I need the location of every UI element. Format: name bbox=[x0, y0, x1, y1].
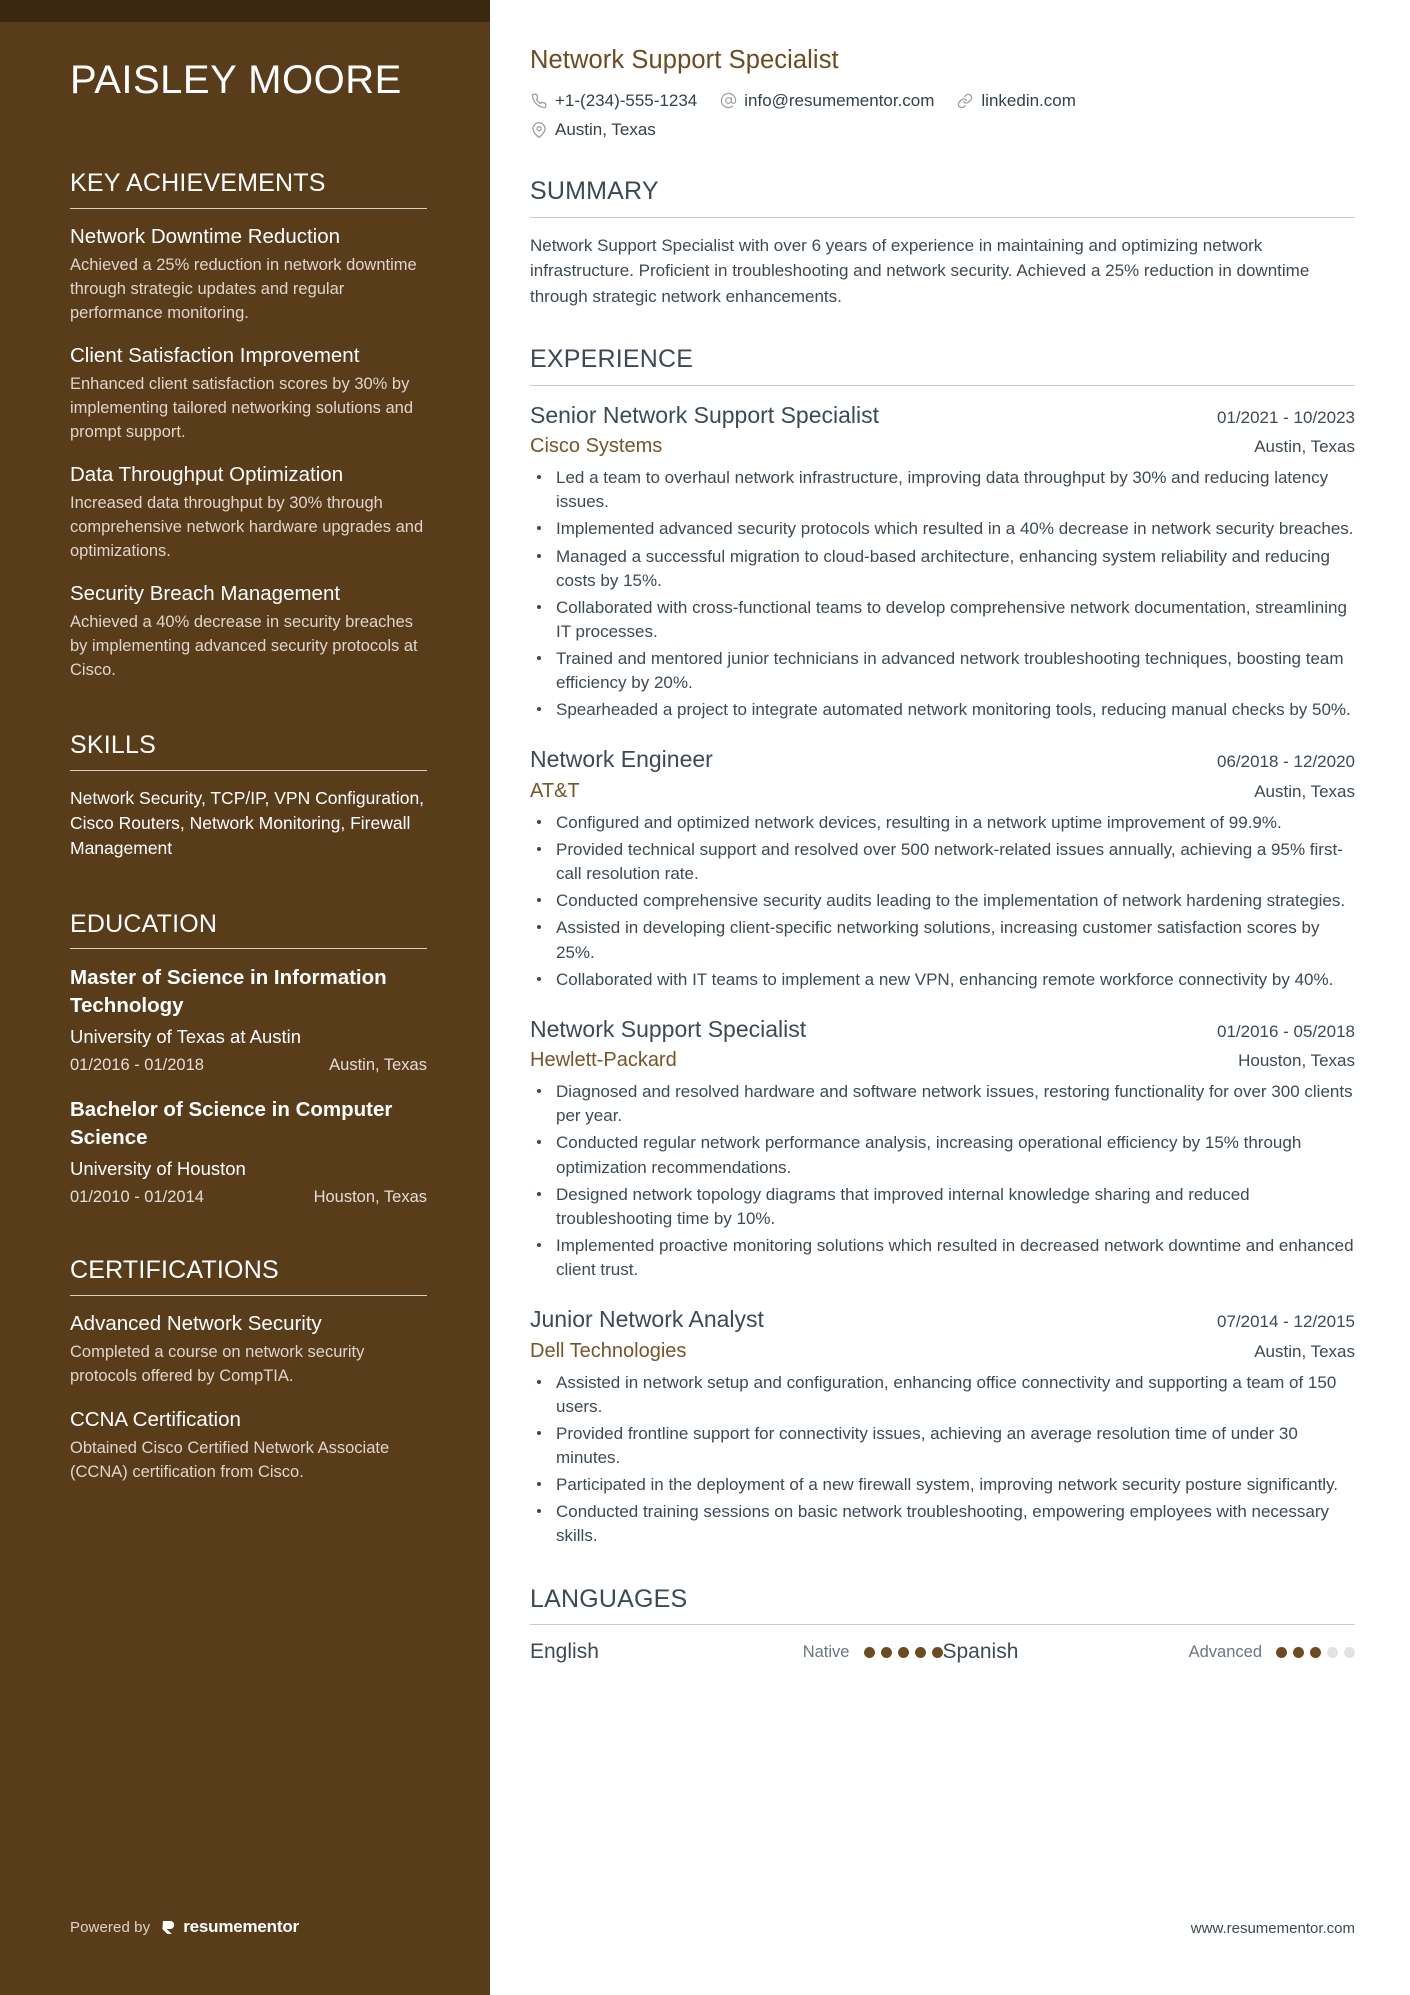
achievement-description: Achieved a 40% decrease in security breaches by implementing advanced security protocols at Cisco. bbox=[70, 612, 418, 679]
experience-dates: 06/2018 - 12/2020 bbox=[1216, 752, 1355, 772]
resumementor-wordmark: resumementor bbox=[183, 1917, 299, 1936]
bullet-item: Designed network topology diagrams that improved internal knowledge sharing and reduced troubleshooting time by 10%. bbox=[530, 1183, 1355, 1231]
sidebar-top-strip bbox=[0, 0, 490, 22]
experience-item bbox=[530, 1305, 1355, 1548]
link-icon bbox=[956, 92, 974, 110]
divider bbox=[530, 217, 1355, 218]
experience-subheader bbox=[530, 430, 1355, 459]
education-school: University of Texas at Austin bbox=[70, 1025, 302, 1047]
contact-email[interactable] bbox=[719, 90, 934, 112]
achievement-description: Achieved a 25% reduction in network downtime through strategic updates and regular performance monitoring. bbox=[70, 255, 417, 322]
section-heading-skills: SKILLS bbox=[70, 730, 156, 759]
experience-bullets bbox=[530, 466, 1355, 722]
map-pin-icon bbox=[530, 121, 548, 139]
achievement-title: Network Downtime Reduction bbox=[70, 224, 341, 248]
rating-dot bbox=[864, 1647, 875, 1658]
experience-role: Senior Network Support Specialist bbox=[530, 401, 879, 428]
experience-bullets bbox=[530, 1371, 1355, 1549]
contact-location bbox=[530, 119, 1190, 141]
experience-header bbox=[530, 401, 1355, 430]
education-meta bbox=[70, 1055, 427, 1076]
bullet-item: Spearheaded a project to integrate automated network monitoring tools, reducing manual checks by 50%. bbox=[530, 698, 1355, 722]
section-education bbox=[70, 910, 427, 1209]
rating-dot bbox=[932, 1647, 943, 1658]
section-heading-key-achievements: KEY ACHIEVEMENTS bbox=[70, 169, 326, 197]
experience-company: Dell Technologies bbox=[530, 1339, 687, 1362]
section-experience bbox=[530, 345, 1355, 1549]
divider bbox=[70, 948, 427, 949]
bullet-item: Conducted comprehensive security audits leading to the implementation of network hardening strategies. bbox=[530, 889, 1355, 913]
experience-bullets bbox=[530, 811, 1355, 992]
contact-email-text: info@resumementor.com bbox=[744, 90, 935, 110]
experience-company: Cisco Systems bbox=[530, 435, 663, 458]
section-certifications bbox=[70, 1256, 427, 1485]
experience-subheader bbox=[530, 1335, 1355, 1364]
sidebar-footer bbox=[70, 1917, 299, 1937]
bullet-item: Conducted regular network performance analysis, increasing operational efficiency by 15% through optimization recommendations. bbox=[530, 1131, 1355, 1179]
contact-row bbox=[530, 90, 1190, 141]
contact-link[interactable] bbox=[956, 90, 1076, 112]
summary-text: Network Support Specialist with over 6 years of experience in maintaining and optimizing network infrastructure. Proficient in troubleshooting and network security. Achieved a 25% reduction in downtime through strategic network enhancements. bbox=[530, 235, 1310, 306]
languages-row bbox=[530, 1640, 1355, 1664]
section-heading-languages: LANGUAGES bbox=[530, 1584, 688, 1613]
section-summary bbox=[530, 177, 1355, 309]
rating-dot bbox=[1327, 1647, 1338, 1658]
achievement-title: Data Throughput Optimization bbox=[70, 462, 344, 486]
education-school: University of Houston bbox=[70, 1157, 246, 1179]
achievement-description: Enhanced client satisfaction scores by 30% by implementing tailored networking solutions and prompt support. bbox=[70, 374, 414, 441]
section-heading-education: EDUCATION bbox=[70, 909, 218, 938]
divider bbox=[530, 1624, 1355, 1625]
bullet-item: Implemented proactive monitoring solutions which resulted in decreased network downtime and enhanced client trust. bbox=[530, 1234, 1355, 1282]
experience-location: Austin, Texas bbox=[1254, 437, 1355, 457]
bullet-item: Assisted in network setup and configuration, enhancing office connectivity and supporting a team of 150 users. bbox=[530, 1371, 1355, 1419]
bullet-item: Conducted training sessions on basic network troubleshooting, empowering employees with necessary skills. bbox=[530, 1500, 1355, 1548]
experience-header bbox=[530, 1015, 1355, 1044]
education-dates: 01/2016 - 01/2018 bbox=[70, 1055, 204, 1074]
language-item bbox=[943, 1640, 1356, 1664]
bullet-item: Collaborated with IT teams to implement a new VPN, enhancing remote workforce connectivity by 40%. bbox=[530, 968, 1355, 992]
bullet-item: Implemented advanced security protocols which resulted in a 40% decrease in network security breaches. bbox=[530, 517, 1355, 541]
resumementor-mark-icon bbox=[161, 1919, 178, 1936]
email-at-icon bbox=[719, 92, 737, 110]
rating-dot bbox=[1276, 1647, 1287, 1658]
section-heading-certifications: CERTIFICATIONS bbox=[70, 1256, 279, 1285]
sidebar bbox=[0, 0, 490, 1995]
rating-dot bbox=[1293, 1647, 1304, 1658]
contact-link-text: linkedin.com bbox=[981, 90, 1076, 110]
education-item bbox=[70, 1096, 427, 1208]
headline-job-title: Network Support Specialist bbox=[530, 46, 839, 74]
experience-subheader bbox=[530, 775, 1355, 804]
rating-dot bbox=[898, 1647, 909, 1658]
experience-dates: 07/2014 - 12/2015 bbox=[1216, 1312, 1355, 1332]
divider bbox=[70, 770, 427, 771]
language-item bbox=[530, 1640, 943, 1664]
powered-by-label: Powered by bbox=[70, 1918, 151, 1936]
bullet-item: Managed a successful migration to cloud-based architecture, enhancing system reliability and reducing costs by 15%. bbox=[530, 545, 1355, 593]
certification-description: Obtained Cisco Certified Network Associate (CCNA) certification from Cisco. bbox=[70, 1439, 390, 1482]
experience-item bbox=[530, 1015, 1355, 1282]
education-location: Houston, Texas bbox=[313, 1187, 427, 1206]
experience-role: Junior Network Analyst bbox=[530, 1306, 764, 1333]
divider bbox=[70, 1295, 427, 1296]
certification-item bbox=[70, 1311, 427, 1389]
experience-header bbox=[530, 745, 1355, 774]
experience-location: Austin, Texas bbox=[1254, 1341, 1355, 1361]
achievement-item bbox=[70, 581, 427, 683]
bullet-item: Participated in the deployment of a new firewall system, improving network security posture significantly. bbox=[530, 1473, 1355, 1497]
bullet-item: Collaborated with cross-functional teams to develop comprehensive network documentation, streamlining IT processes. bbox=[530, 596, 1355, 644]
education-degree: Master of Science in Information Technology bbox=[70, 966, 387, 1017]
bullet-item: Provided technical support and resolved over 500 network-related issues annually, achieving a 95% first-call resolution rate. bbox=[530, 838, 1355, 886]
resumementor-logo bbox=[161, 1917, 299, 1937]
experience-role: Network Support Specialist bbox=[530, 1015, 807, 1042]
experience-item bbox=[530, 745, 1355, 991]
language-rating-dots bbox=[1276, 1647, 1355, 1658]
experience-company: AT&T bbox=[530, 779, 580, 802]
experience-dates: 01/2016 - 05/2018 bbox=[1216, 1021, 1355, 1041]
section-heading-summary: SUMMARY bbox=[530, 176, 659, 205]
experience-role: Network Engineer bbox=[530, 746, 713, 773]
divider bbox=[70, 208, 427, 209]
achievement-title: Security Breach Management bbox=[70, 581, 341, 605]
bullet-item: Assisted in developing client-specific networking solutions, increasing customer satisfaction scores by 25%. bbox=[530, 916, 1355, 964]
certification-title: Advanced Network Security bbox=[70, 1312, 322, 1336]
language-rating-dots bbox=[864, 1647, 943, 1658]
bullet-item: Diagnosed and resolved hardware and software network issues, restoring functionality for over 300 clients per year. bbox=[530, 1080, 1355, 1128]
section-skills bbox=[70, 731, 427, 862]
section-heading-experience: EXPERIENCE bbox=[530, 345, 694, 374]
section-key-achievements bbox=[70, 169, 427, 683]
achievement-title: Client Satisfaction Improvement bbox=[70, 343, 360, 367]
contact-location-text: Austin, Texas bbox=[555, 119, 656, 139]
experience-item bbox=[530, 401, 1355, 723]
certification-title: CCNA Certification bbox=[70, 1408, 241, 1432]
bullet-item: Provided frontline support for connectivity issues, achieving an average resolution time of under 30 minutes. bbox=[530, 1422, 1355, 1470]
divider bbox=[530, 385, 1355, 386]
rating-dot bbox=[1344, 1647, 1355, 1658]
language-level: Native bbox=[802, 1642, 850, 1661]
achievement-item bbox=[70, 462, 427, 564]
section-languages bbox=[530, 1585, 1355, 1665]
experience-dates: 01/2021 - 10/2023 bbox=[1216, 407, 1355, 427]
main-content bbox=[490, 0, 1410, 1995]
experience-bullets bbox=[530, 1080, 1355, 1282]
footer-website-url: www.resumementor.com bbox=[1190, 1920, 1355, 1937]
achievement-description: Increased data throughput by 30% through comprehensive network hardware upgrades and optimizations. bbox=[70, 493, 424, 560]
experience-header bbox=[530, 1305, 1355, 1334]
bullet-item: Led a team to overhaul network infrastructure, improving data throughput by 30% and reducing latency issues. bbox=[530, 466, 1355, 514]
certification-description: Completed a course on network security protocols offered by CompTIA. bbox=[70, 1343, 365, 1386]
education-item bbox=[70, 964, 427, 1076]
certification-item bbox=[70, 1407, 427, 1485]
education-location: Austin, Texas bbox=[329, 1055, 427, 1074]
experience-company: Hewlett-Packard bbox=[530, 1049, 677, 1072]
education-degree: Bachelor of Science in Computer Science bbox=[70, 1098, 393, 1149]
contact-phone[interactable] bbox=[530, 90, 697, 112]
rating-dot bbox=[1310, 1647, 1321, 1658]
candidate-name: PAISLEY MOORE bbox=[70, 58, 402, 102]
skills-list: Network Security, TCP/IP, VPN Configuration, Cisco Routers, Network Monitoring, Firewall Management bbox=[70, 787, 425, 859]
language-name: English bbox=[530, 1640, 599, 1664]
bullet-item: Configured and optimized network devices, resulting in a network uptime improvement of 99.9%. bbox=[530, 811, 1355, 835]
rating-dot bbox=[881, 1647, 892, 1658]
achievement-item bbox=[70, 343, 427, 445]
experience-location: Austin, Texas bbox=[1254, 781, 1355, 801]
phone-icon bbox=[530, 92, 548, 110]
achievement-item bbox=[70, 224, 427, 326]
experience-location: Houston, Texas bbox=[1238, 1051, 1355, 1071]
language-name: Spanish bbox=[942, 1640, 1019, 1664]
education-meta bbox=[70, 1187, 427, 1208]
bullet-item: Trained and mentored junior technicians in advanced network troubleshooting techniques, boosting team efficiency by 20%. bbox=[530, 647, 1355, 695]
education-dates: 01/2010 - 01/2014 bbox=[70, 1187, 204, 1206]
language-level: Advanced bbox=[1188, 1642, 1262, 1661]
rating-dot bbox=[915, 1647, 926, 1658]
experience-subheader bbox=[530, 1044, 1355, 1073]
contact-phone-text: +1-(234)-555-1234 bbox=[555, 90, 698, 110]
